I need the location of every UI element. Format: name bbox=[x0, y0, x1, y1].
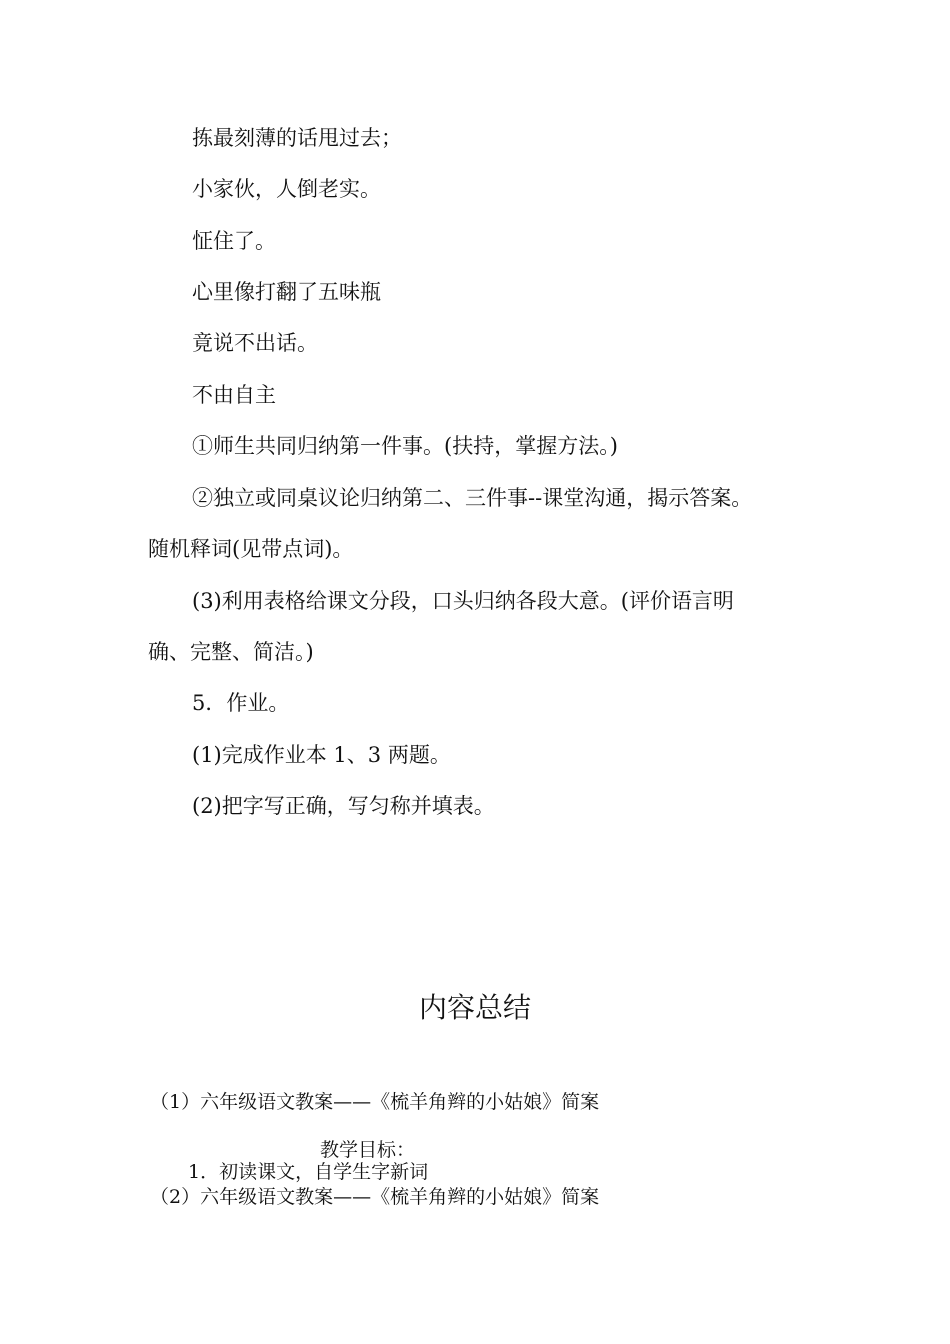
body-line-2: 小家伙，人倒老实。 bbox=[192, 177, 381, 201]
body-line-3: 怔住了。 bbox=[192, 229, 276, 253]
summary-item-1: （1）六年级语文教案——《梳羊角辫的小姑娘》简案 bbox=[150, 1091, 600, 1113]
body-line-14: (2)把字写正确，写匀称并填表。 bbox=[192, 794, 495, 818]
summary-title: 内容总结 bbox=[418, 991, 531, 1024]
body-line-1: 拣最刻薄的话甩过去； bbox=[192, 126, 402, 150]
body-line-10: (3)利用表格给课文分段，口头归纳各段大意。(评价语言明 bbox=[192, 589, 734, 613]
body-line-9: 随机释词(见带点词)。 bbox=[148, 537, 354, 561]
summary-objective-label: 教学目标： bbox=[320, 1139, 416, 1161]
body-line-7: ①师生共同归纳第一件事。(扶持，掌握方法。) bbox=[192, 434, 618, 458]
body-line-4: 心里像打翻了五味瓶 bbox=[192, 280, 381, 304]
body-line-13: (1)完成作业本 1、3 两题。 bbox=[192, 743, 451, 767]
summary-item-2: （2）六年级语文教案——《梳羊角辫的小姑娘》简案 bbox=[150, 1186, 600, 1208]
body-line-8: ②独立或同桌议论归纳第二、三件事--课堂沟通，揭示答案。 bbox=[192, 486, 753, 510]
summary-objective-1: 1．初读课文，自学生字新词 bbox=[188, 1161, 429, 1183]
body-line-6: 不由自主 bbox=[192, 383, 276, 407]
body-line-11: 确、完整、简洁。) bbox=[148, 640, 314, 664]
body-line-5: 竟说不出话。 bbox=[192, 331, 318, 355]
body-line-12: 5．作业。 bbox=[192, 691, 290, 715]
